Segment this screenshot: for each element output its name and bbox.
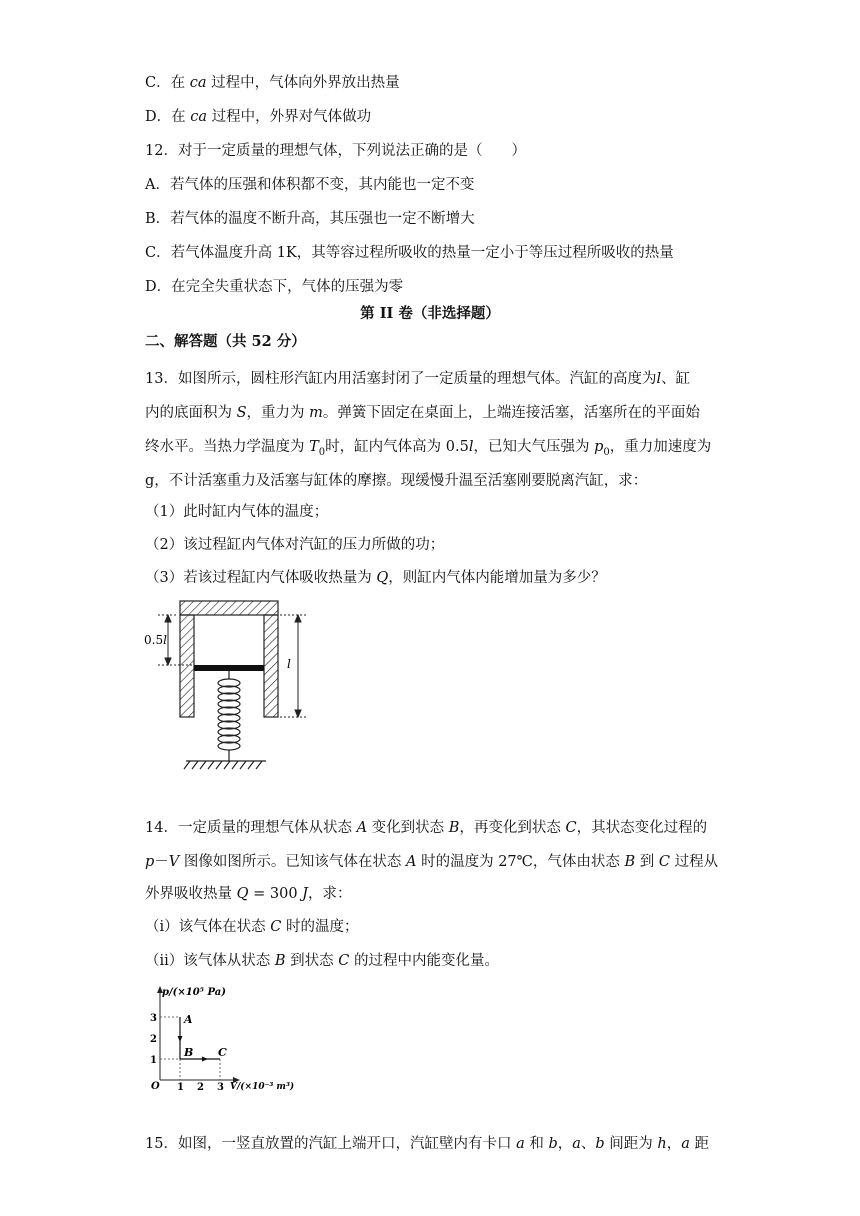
y-tick-label-1: 1: [150, 1055, 157, 1066]
q14-line-2: p－V 图像如图所示。已知该气体在状态 A 时的温度为 27℃，气体由状态 B 到 C 过程从: [145, 854, 719, 870]
q13-sub-2: （2）该过程缸内气体对汽缸的压力所做的功；: [145, 537, 445, 553]
q12-option-c: C．若气体温度升高 1K，其等容过程所吸收的热量一定小于等压过程所吸收的热量: [145, 245, 674, 261]
q15-line-1: 15．如图，一竖直放置的汽缸上端开口，汽缸壁内有卡口 a 和 b，a、b 间距为 h，a 距: [145, 1136, 710, 1152]
q13-line-1: 13．如图所示，圆柱形汽缸内用活塞封闭了一定质量的理想气体。汽缸的高度为l、缸: [145, 371, 691, 387]
y-axis-label: p/(×10⁵ Pa): [162, 987, 226, 998]
q13-line-4: g，不计活塞重力及活塞与缸体的摩擦。现缓慢升温至活塞刚要脱离汽缸，求：: [145, 473, 648, 489]
point-label-c: C: [218, 1046, 227, 1059]
origin-label: O: [151, 1081, 160, 1092]
q13-sub-1: （1）此时缸内气体的温度；: [145, 504, 329, 520]
q14-line-3: 外界吸收热量 Q = 300 J，求：: [145, 886, 352, 902]
spring-icon: [218, 671, 240, 761]
x-tick-label-1: 1: [177, 1082, 184, 1093]
section-part-heading: 二、解答题（共 52 分）: [145, 333, 306, 350]
q12-option-b: B．若气体的温度不断升高，其压强也一定不断增大: [145, 211, 475, 227]
point-label-a: A: [184, 1013, 193, 1026]
q11-option-c: C．在 ca 过程中，气体向外界放出热量: [145, 75, 400, 91]
q12-option-d: D．在完全失重状态下，气体的压强为零: [145, 279, 404, 295]
q13-line-3: 终水平。当热力学温度为 $T_0$时，缸内气体高为 0.5l，已知大气压强为 $p_0$，重力加速度为: [145, 439, 712, 458]
arrow-a-to-b: [178, 1036, 183, 1042]
q11-option-d: D．在 ca 过程中，外界对气体做功: [145, 109, 372, 125]
section-title: 第 II 卷（非选择题）: [360, 305, 500, 322]
y-tick-label-3: 3: [150, 1013, 157, 1024]
q14-line-1: 14．一定质量的理想气体从状态 A 变化到状态 B，再变化到状态 C，其状态变化过程的: [145, 820, 708, 836]
q14-pv-chart: [140, 982, 320, 1094]
q14-sub-1: （i）该气体在状态 C 时的温度；: [145, 919, 359, 935]
dimension-full-height: [280, 615, 308, 717]
q13-sub-3: （3）若该过程缸内气体吸收热量为 Q，则缸内气体内能增加量为多少？: [145, 570, 606, 586]
piston: [194, 665, 264, 671]
q13-cylinder-figure: [140, 595, 320, 780]
q12-option-a: A．若气体的压强和体积都不变，其内能也一定不变: [145, 177, 475, 193]
q13-line-2: 内的底面积为 S，重力为 m。弹簧下固定在桌面上，上端连接活塞，活塞所在的平面始: [145, 405, 700, 421]
y-tick-label-2: 2: [150, 1034, 157, 1045]
q12-stem: 12．对于一定质量的理想气体，下列说法正确的是（ ）: [145, 143, 526, 159]
point-label-b: B: [184, 1046, 194, 1059]
x-tick-label-2: 2: [197, 1082, 204, 1093]
label-half-height: 0.5l: [144, 633, 167, 647]
arrow-b-to-c: [202, 1057, 208, 1062]
ground-icon: [184, 761, 266, 769]
label-full-height: l: [287, 657, 291, 671]
x-tick-label-3: 3: [217, 1082, 224, 1093]
q14-sub-2: （ii）该气体从状态 B 到状态 C 的过程中内能变化量。: [145, 953, 499, 969]
x-axis-label: V/(×10⁻³ m³): [230, 1082, 295, 1092]
